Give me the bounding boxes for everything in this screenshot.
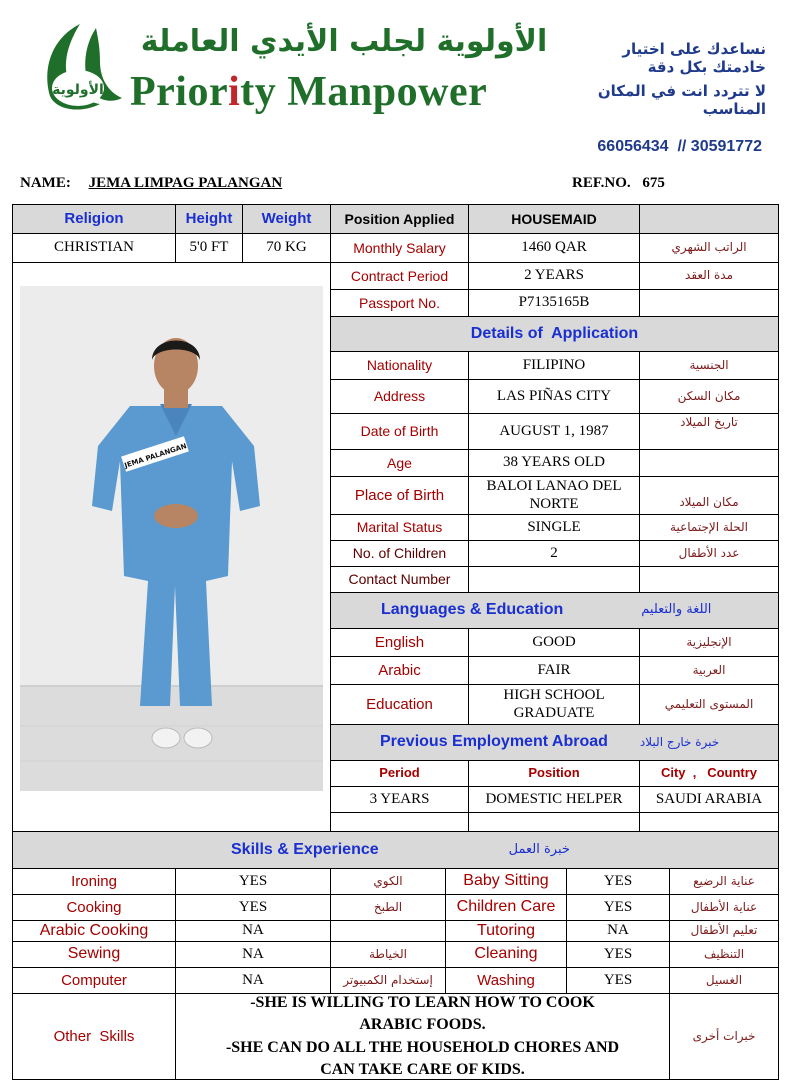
contact-number-arabic [639, 566, 779, 593]
dob-arabic: تاريخ الميلاد [639, 413, 779, 450]
other-skills-line-1: -SHE IS WILLING TO LEARN HOW TO COOK [250, 994, 595, 1012]
nationality-arabic: الجنسية [639, 351, 779, 380]
phone-numbers: 66056434 // 30591772 [597, 138, 762, 155]
arabic-arabic: العربية [639, 656, 779, 685]
applicant-name: JEMA LIMPAG PALANGAN [88, 175, 283, 191]
skill-arabic-cooking-arabic [330, 920, 446, 942]
logo-emblem-icon [22, 18, 132, 114]
education-arabic: المستوى التعليمي [639, 684, 779, 725]
position-applied-header: Position Applied [330, 204, 469, 234]
passport-label: Passport No. [330, 289, 469, 317]
skill-arabic-cooking-value: NA [175, 920, 331, 942]
applicant-photo [20, 286, 323, 791]
marital-status-value: SINGLE [468, 514, 640, 541]
contract-period-label: Contract Period [330, 262, 469, 290]
dob-value: AUGUST 1, 1987 [468, 413, 640, 450]
position-blank [639, 204, 779, 234]
children-arabic: عدد الأطفال [639, 540, 779, 567]
skill-children-care-value: YES [566, 894, 670, 921]
languages-section-title [330, 592, 779, 629]
other-skills-line-4: CAN TAKE CARE OF KIDS. [320, 1060, 525, 1078]
skill-tutoring-label: Tutoring [445, 920, 567, 942]
employment-title: Previous Employment Abroad [380, 733, 608, 751]
skill-ironing-arabic: الكوي [330, 868, 446, 895]
dob-label: Date of Birth [330, 413, 469, 450]
svg-text:الأولوية: الأولوية [52, 82, 104, 98]
religion-header: Religion [12, 204, 176, 234]
languages-title: Languages & Education [381, 601, 564, 619]
arabic-value: FAIR [468, 656, 640, 685]
place-of-birth-arabic: مكان الميلاد [639, 476, 779, 515]
skill-baby-sitting-value: YES [566, 868, 670, 895]
passport-blank [639, 289, 779, 317]
other-skills-arabic: خبرات أخرى [669, 993, 779, 1080]
nationality-value: FILIPINO [468, 351, 640, 380]
skills-title: Skills & Experience [231, 840, 379, 858]
contract-period-value: 2 YEARS [468, 262, 640, 290]
skill-baby-sitting-arabic: عناية الرضيع [669, 868, 779, 895]
contract-period-arabic: مدة العقد [639, 262, 779, 290]
employment-position: DOMESTIC HELPER [468, 786, 640, 813]
skill-cleaning-label: Cleaning [445, 941, 567, 968]
skill-cooking-label: Cooking [12, 894, 176, 921]
employment-blank-country [639, 812, 779, 832]
skill-baby-sitting-label: Baby Sitting [445, 868, 567, 895]
skills-section-title [12, 831, 779, 869]
marital-status-label: Marital Status [330, 514, 469, 541]
employment-blank-position [468, 812, 640, 832]
skill-sewing-arabic: الخياطة [330, 941, 446, 968]
skill-computer-label: Computer [12, 967, 176, 994]
education-value: HIGH SCHOOL GRADUATE [468, 684, 640, 725]
name-line [20, 175, 290, 192]
position-header: Position [468, 760, 640, 787]
ref-line [572, 175, 665, 192]
education-label: Education [330, 684, 469, 725]
children-label: No. of Children [330, 540, 469, 567]
religion-value: CHRISTIAN [12, 233, 176, 263]
skill-tutoring-arabic: تعليم الأطفال [669, 920, 779, 942]
ref-number: 675 [642, 175, 665, 191]
age-value: 38 YEARS OLD [468, 449, 640, 477]
other-skills-line-3: -SHE CAN DO ALL THE HOUSEHOLD CHORES AND [225, 1038, 620, 1056]
english-value: GOOD [468, 628, 640, 657]
monthly-salary-label: Monthly Salary [330, 233, 469, 263]
place-of-birth-label: Place of Birth [330, 476, 469, 515]
height-header: Height [175, 204, 243, 234]
ref-label: REF.NO. [572, 175, 631, 191]
weight-value: 70 KG [242, 233, 331, 263]
company-name-english: Priority Manpower [130, 69, 488, 115]
skill-sewing-value: NA [175, 941, 331, 968]
monthly-salary-value: 1460 QAR [468, 233, 640, 263]
address-value: LAS PIÑAS CITY [468, 379, 640, 414]
languages-title-arabic: اللغة والتعليم [641, 602, 712, 618]
english-arabic: الإنجليزية [639, 628, 779, 657]
address-label: Address [330, 379, 469, 414]
contact-number-value [468, 566, 640, 593]
age-arabic [639, 449, 779, 477]
skill-washing-value: YES [566, 967, 670, 994]
skill-children-care-arabic: عناية الأطفال [669, 894, 779, 921]
other-skills-line-2: ARABIC FOODS. [359, 1016, 486, 1034]
place-of-birth-value: BALOI LANAO DEL NORTE [468, 476, 640, 515]
skill-washing-arabic: الغسيل [669, 967, 779, 994]
tagline-line-2: لا تتردد انت في المكان المناسب [597, 82, 766, 118]
skill-cooking-value: YES [175, 894, 331, 921]
english-label: English [330, 628, 469, 657]
skill-cleaning-value: YES [566, 941, 670, 968]
passport-value: P7135165B [468, 289, 640, 317]
skill-ironing-label: Ironing [12, 868, 176, 895]
skill-washing-label: Washing [445, 967, 567, 994]
position-value: HOUSEMAID [468, 204, 640, 234]
weight-header: Weight [242, 204, 331, 234]
skill-sewing-label: Sewing [12, 941, 176, 968]
tagline [570, 40, 766, 118]
height-value: 5'0 FT [175, 233, 243, 263]
children-value: 2 [468, 540, 640, 567]
skill-cleaning-arabic: التنظيف [669, 941, 779, 968]
company-name-arabic: الأولوية لجلب الأيدي العاملة [140, 24, 548, 59]
tagline-line-1: نساعدك على اختيار خادمتك بكل دقة [622, 40, 766, 76]
other-skills-text [175, 993, 670, 1080]
country-header: City , Country [639, 760, 779, 787]
skill-ironing-value: YES [175, 868, 331, 895]
employment-country: SAUDI ARABIA [639, 786, 779, 813]
photo-name-badge: JEMA PALANGAN [123, 442, 188, 470]
employment-section-title [330, 724, 779, 761]
period-header: Period [330, 760, 469, 787]
nationality-label: Nationality [330, 351, 469, 380]
skill-children-care-label: Children Care [445, 894, 567, 921]
skill-computer-value: NA [175, 967, 331, 994]
age-label: Age [330, 449, 469, 477]
monthly-salary-arabic: الراتب الشهري [639, 233, 779, 263]
details-section-title: Details of Application [330, 316, 779, 352]
arabic-label: Arabic [330, 656, 469, 685]
other-skills-label: Other Skills [12, 993, 176, 1080]
skill-cooking-arabic: الطبخ [330, 894, 446, 921]
skill-tutoring-value: NA [566, 920, 670, 942]
address-arabic: مكان السكن [639, 379, 779, 414]
contact-number-label: Contact Number [330, 566, 469, 593]
applicant-photo-image [20, 286, 323, 791]
name-label: NAME: [20, 175, 71, 191]
skill-computer-arabic: إستخدام الكمبيوتر [330, 967, 446, 994]
company-logo [22, 18, 132, 114]
employment-title-arabic: خبرة خارج البلاد [639, 734, 720, 749]
employment-blank-period [330, 812, 469, 832]
employment-period: 3 YEARS [330, 786, 469, 813]
skills-title-arabic: خبرة العمل [508, 841, 570, 857]
skill-arabic-cooking-label: Arabic Cooking [12, 920, 176, 942]
marital-status-arabic: الحلة الإجتماعية [639, 514, 779, 541]
